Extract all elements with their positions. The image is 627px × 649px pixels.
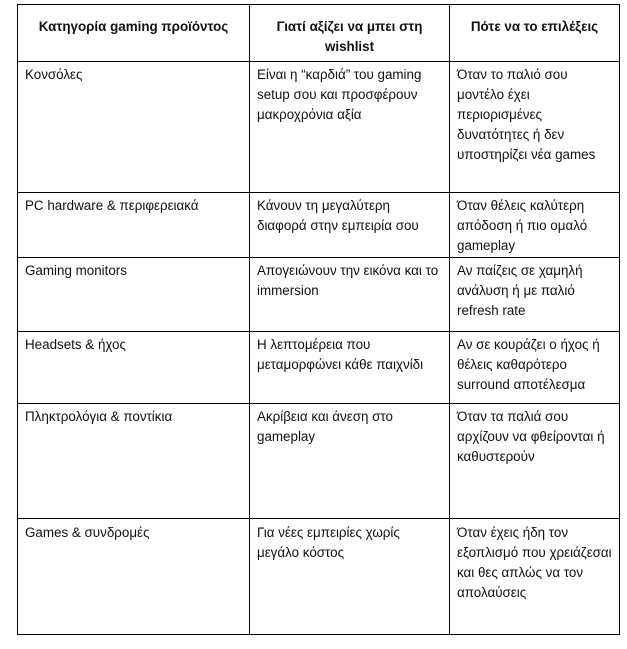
header-category: Κατηγορία gaming προϊόντος <box>18 5 250 62</box>
cell-when: Όταν το παλιό σου μοντέλο έχει περιορισμένες δυνατότητες ή δεν υποστηρίζει νέα games <box>450 62 620 193</box>
table-row <box>18 193 620 258</box>
cell-category: Headsets & ήχος <box>18 332 250 404</box>
cell-when: Όταν θέλεις καλύτερη απόδοση ή πιο ομαλό gameplay <box>450 193 620 258</box>
cell-why: Απογειώνουν την εικόνα και το immersion <box>250 258 450 332</box>
cell-category: Games & συνδρομές <box>18 519 250 635</box>
cell-when: Αν σε κουράζει ο ήχος ή θέλεις καθαρότερο surround αποτέλεσμα <box>450 332 620 404</box>
cell-category: Κονσόλες <box>18 62 250 193</box>
cell-why: Η λεπτομέρεια που μεταμορφώνει κάθε παιχνίδι <box>250 332 450 404</box>
header-when: Πότε να το επιλέξεις <box>450 5 620 62</box>
cell-when: Όταν τα παλιά σου αρχίζουν να φθείρονται ή καθυστερούν <box>450 404 620 519</box>
cell-category: Πληκτρολόγια & ποντίκια <box>18 404 250 519</box>
cell-why: Για νέες εμπειρίες χωρίς μεγάλο κόστος <box>250 519 450 635</box>
cell-category: PC hardware & περιφερειακά <box>18 193 250 258</box>
cell-when: Αν παίζεις σε χαμηλή ανάλυση ή με παλιό refresh rate <box>450 258 620 332</box>
table-row <box>18 258 620 332</box>
cell-category: Gaming monitors <box>18 258 250 332</box>
cell-why: Κάνουν τη μεγαλύτερη διαφορά στην εμπειρία σου <box>250 193 450 258</box>
cell-why: Είναι η “καρδιά” του gaming setup σου και προσφέρουν μακροχρόνια αξία <box>250 62 450 193</box>
wishlist-table <box>17 4 620 635</box>
header-why: Γιατί αξίζει να μπει στη wishlist <box>250 5 450 62</box>
table-header-row <box>18 5 620 62</box>
cell-when: Όταν έχεις ήδη τον εξοπλισμό που χρειάζεσαι και θες απλώς να τον απολαύσεις <box>450 519 620 635</box>
table-row <box>18 519 620 635</box>
table-row <box>18 404 620 519</box>
table-row <box>18 332 620 404</box>
cell-why: Ακρίβεια και άνεση στο gameplay <box>250 404 450 519</box>
table-row <box>18 62 620 193</box>
